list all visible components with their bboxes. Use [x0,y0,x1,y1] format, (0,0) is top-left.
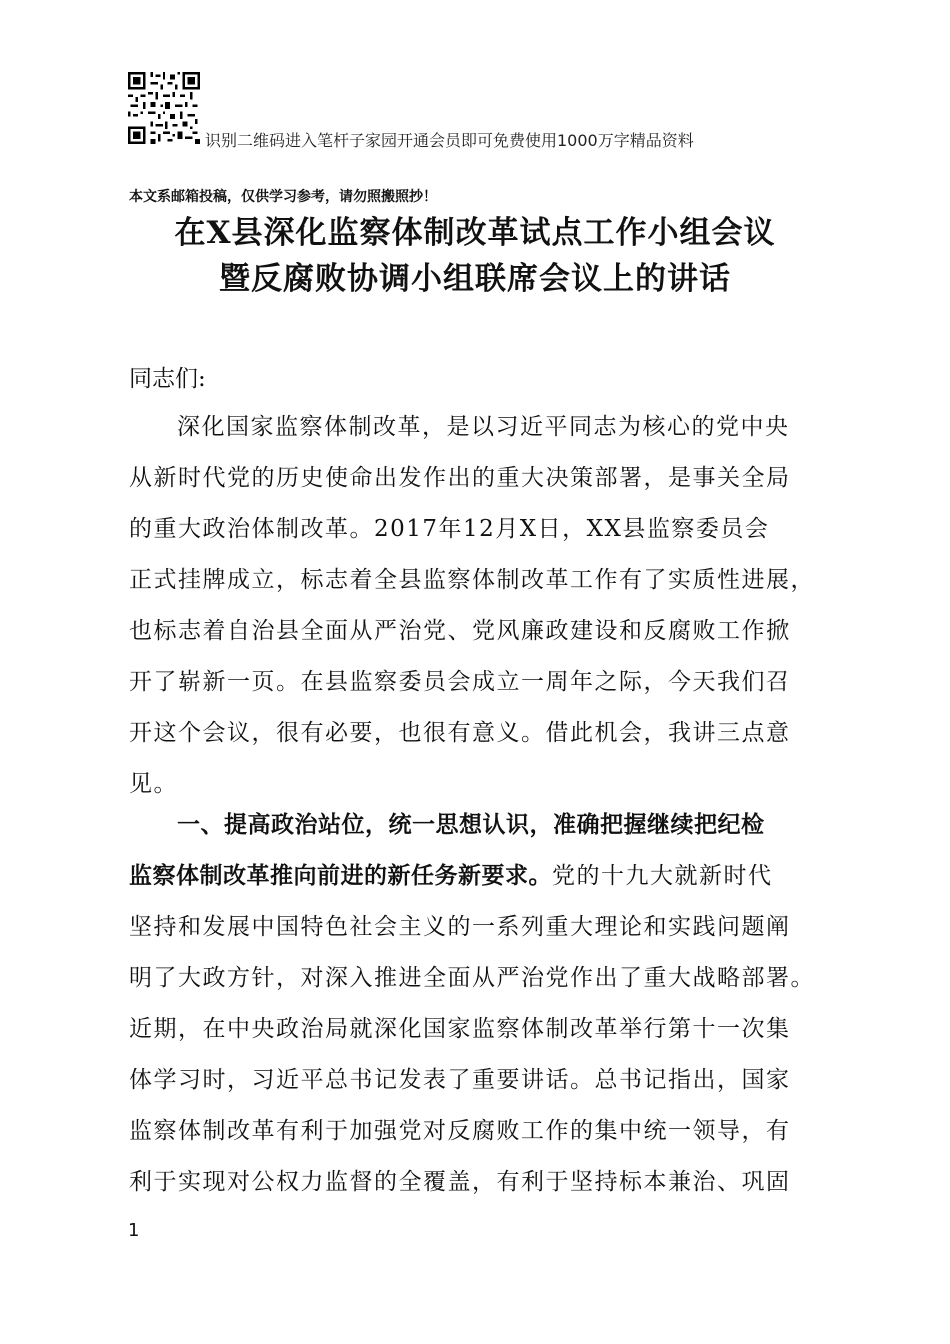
title-line-1: 在X县深化监察体制改革试点工作小组会议 [174,215,776,251]
section-heading-part-2: 监察体制改革推向前进的新任务新要求。 [129,863,552,889]
paragraph-line: 体学习时，习近平总书记发表了重要讲话。总书记指出，国家 [129,1067,791,1093]
paragraph-section-one [129,800,829,1208]
page-number: 1 [128,1220,140,1241]
paragraph-line: 正式挂牌成立，标志着全县监察体制改革工作有了实质性进展， [129,567,815,593]
copyright-notice: 本文系邮箱投稿，仅供学习参考，请勿照搬照抄！ [129,189,437,205]
qr-code-icon [128,72,200,144]
paragraph-line: 利于实现对公权力监督的全覆盖，有利于坚持标本兼治、巩固 [129,1169,791,1195]
paragraph-line: 开了崭新一页。在县监察委员会成立一周年之际，今天我们召 [129,669,791,695]
section-heading-part-1: 一、提高政治站位，统一思想认识，准确把握继续把纪检 [177,812,765,838]
salutation: 同志们: [129,366,206,392]
paragraph-line: 明了大政方针，对深入推进全面从严治党作出了重大战略部署。 [129,965,815,991]
paragraph-line: 坚持和发展中国特色社会主义的一系列重大理论和实践问题阐 [129,914,791,940]
promo-banner-text: 识别二维码进入笔杆子家园开通会员即可免费使用1000万字精品资料 [205,131,694,150]
paragraph-line: 深化国家监察体制改革，是以习近平同志为核心的党中央 [177,414,790,440]
paragraph-line: 的重大政治体制改革。2017年12月X日，XX县监察委员会 [129,516,770,542]
paragraph-intro [129,402,829,810]
paragraph-line: 开这个会议，很有必要，也很有意义。借此机会，我讲三点意 [129,720,791,746]
title-line-2: 暨反腐败协调小组联席会议上的讲话 [219,261,731,297]
paragraph-line: 也标志着自治县全面从严治党、党风廉政建设和反腐败工作掀 [129,618,791,644]
paragraph-line: 近期，在中央政治局就深化国家监察体制改革举行第十一次集 [129,1016,791,1042]
paragraph-line [129,800,829,851]
paragraph-text: 党的十九大就新时代 [552,863,773,889]
paragraph-line: 监察体制改革有利于加强党对反腐败工作的集中统一领导，有 [129,1118,791,1144]
paragraph-line: 见。 [129,771,178,797]
paragraph-line: 从新时代党的历史使命出发作出的重大决策部署，是事关全局 [129,465,791,491]
paragraph-line [129,851,829,902]
document-title [110,210,840,302]
